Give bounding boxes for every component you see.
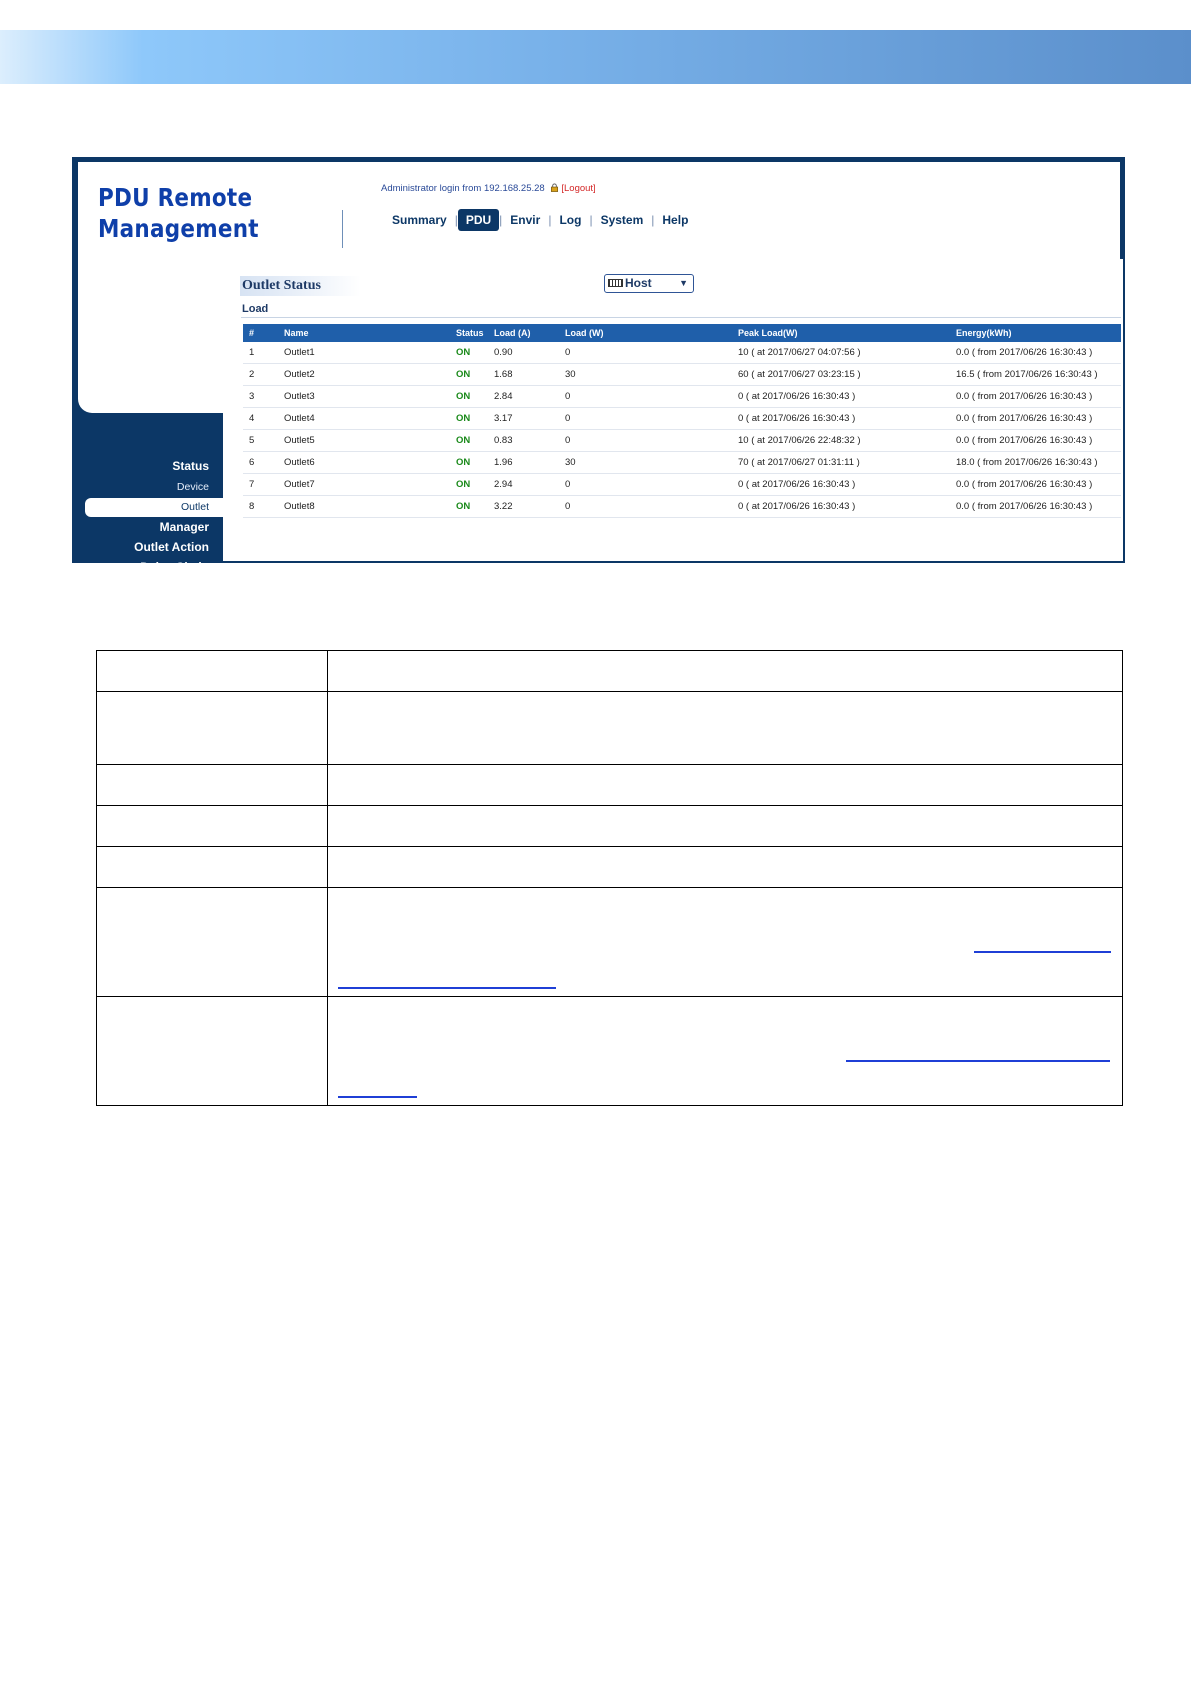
cell-index: 7 [243, 474, 278, 496]
cell-peak-load: 0 ( at 2017/06/26 16:30:43 ) [732, 408, 950, 430]
doc-cell [97, 692, 328, 765]
app-logo [98, 182, 259, 244]
cell-index: 8 [243, 496, 278, 518]
column-header: Load (A) [488, 324, 559, 342]
doc-cell [97, 997, 328, 1106]
cell-peak-load: 0 ( at 2017/06/26 16:30:43 ) [732, 496, 950, 518]
cell-name: Outlet5 [278, 430, 450, 452]
section-divider [241, 317, 1121, 318]
cell-load-a: 2.94 [488, 474, 559, 496]
link-underline[interactable] [846, 1060, 1110, 1062]
doc-cell [328, 806, 1123, 847]
sidebar-item-daisy-chain[interactable]: Daisy Chain [140, 560, 209, 574]
powerpanel-suffix: List [184, 622, 209, 636]
table-row [243, 474, 1121, 496]
column-header: Status [450, 324, 488, 342]
cell-load-w: 0 [559, 430, 732, 452]
main-content [223, 259, 1123, 561]
cell-name: Outlet2 [278, 364, 450, 386]
doc-table-row [97, 765, 1123, 806]
doc-cell [97, 651, 328, 692]
nav-separator: | [548, 213, 552, 227]
cell-status: ON [450, 430, 488, 452]
column-header: Peak Load(W) [732, 324, 950, 342]
sidebar-item-outlet[interactable] [85, 498, 223, 517]
doc-table-row [97, 888, 1123, 997]
link-underline[interactable] [338, 987, 556, 989]
table-row [243, 408, 1121, 430]
cell-status: ON [450, 342, 488, 364]
doc-cell [97, 847, 328, 888]
cell-energy: 0.0 ( from 2017/06/26 16:30:43 ) [950, 496, 1121, 518]
cell-status: ON [450, 474, 488, 496]
cell-load-w: 0 [559, 408, 732, 430]
nav-separator: | [499, 213, 503, 227]
keyboard-icon [608, 279, 623, 287]
main-nav [384, 209, 696, 231]
cell-energy: 16.5 ( from 2017/06/26 16:30:43 ) [950, 364, 1121, 386]
logout-link[interactable]: [Logout] [561, 183, 596, 194]
section-label: Load [242, 303, 269, 315]
description-table [96, 650, 1123, 1106]
cell-peak-load: 10 ( at 2017/06/26 22:48:32 ) [732, 430, 950, 452]
lock-icon [550, 183, 559, 192]
nav-separator: | [589, 213, 593, 227]
cell-index: 2 [243, 364, 278, 386]
cell-name: Outlet1 [278, 342, 450, 364]
cell-peak-load: 70 ( at 2017/06/27 01:31:11 ) [732, 452, 950, 474]
cell-name: Outlet4 [278, 408, 450, 430]
cell-peak-load: 60 ( at 2017/06/27 03:23:15 ) [732, 364, 950, 386]
cell-energy: 0.0 ( from 2017/06/26 16:30:43 ) [950, 430, 1121, 452]
page-title: Outlet Status [240, 276, 361, 296]
cell-name: Outlet6 [278, 452, 450, 474]
cell-index: 3 [243, 386, 278, 408]
login-info [381, 183, 596, 194]
doc-table-row [97, 847, 1123, 888]
table-row [243, 452, 1121, 474]
cell-load-w: 0 [559, 474, 732, 496]
cell-energy: 0.0 ( from 2017/06/26 16:30:43 ) [950, 474, 1121, 496]
table-row [243, 430, 1121, 452]
sidebar-item-powerpanel-list[interactable] [110, 621, 209, 636]
sidebar-item-wake-on-lan[interactable]: Wake on Lan [135, 580, 209, 594]
host-select[interactable] [604, 274, 694, 293]
registered-mark: ® [178, 621, 185, 630]
doc-table-row [97, 997, 1123, 1106]
cell-peak-load: 0 ( at 2017/06/26 16:30:43 ) [732, 386, 950, 408]
cell-load-w: 0 [559, 386, 732, 408]
cell-load-w: 0 [559, 342, 732, 364]
nav-envir[interactable]: Envir [510, 213, 541, 227]
doc-cell [328, 888, 1123, 997]
cell-index: 4 [243, 408, 278, 430]
header-divider [342, 210, 343, 248]
doc-table-row [97, 651, 1123, 692]
cell-load-a: 1.96 [488, 452, 559, 474]
cell-energy: 18.0 ( from 2017/06/26 16:30:43 ) [950, 452, 1121, 474]
nav-separator: | [651, 213, 655, 227]
table-row [243, 364, 1121, 386]
doc-table-row [97, 692, 1123, 765]
column-header: # [243, 324, 278, 342]
nav-system[interactable]: System [600, 213, 644, 227]
cell-load-a: 0.83 [488, 430, 559, 452]
column-header: Name [278, 324, 450, 342]
cell-index: 5 [243, 430, 278, 452]
nav-separator: | [454, 213, 458, 227]
page-banner [0, 30, 1191, 84]
doc-cell [328, 692, 1123, 765]
cell-index: 1 [243, 342, 278, 364]
logo-line-2: Management [98, 214, 259, 243]
cell-load-a: 0.90 [488, 342, 559, 364]
cell-peak-load: 10 ( at 2017/06/27 04:07:56 ) [732, 342, 950, 364]
cell-peak-load: 0 ( at 2017/06/26 16:30:43 ) [732, 474, 950, 496]
sidebar-item-status[interactable]: Status [172, 459, 209, 473]
login-text: Administrator login from 192.168.25.28 [381, 183, 545, 194]
cell-load-a: 3.22 [488, 496, 559, 518]
cell-load-a: 1.68 [488, 364, 559, 386]
cell-status: ON [450, 496, 488, 518]
doc-cell [328, 847, 1123, 888]
cell-load-a: 2.84 [488, 386, 559, 408]
cell-energy: 0.0 ( from 2017/06/26 16:30:43 ) [950, 386, 1121, 408]
cell-name: Outlet7 [278, 474, 450, 496]
cell-load-w: 30 [559, 452, 732, 474]
sidebar-item-manager[interactable]: Manager [159, 520, 209, 534]
column-header: Load (W) [559, 324, 732, 342]
column-header: Energy(kWh) [950, 324, 1121, 342]
table-row [243, 496, 1121, 518]
doc-cell [97, 806, 328, 847]
sidebar-item-outlet-label: Outlet [180, 501, 209, 513]
cell-energy: 0.0 ( from 2017/06/26 16:30:43 ) [950, 342, 1121, 364]
nav-help[interactable]: Help [662, 213, 689, 227]
table-header-row [243, 324, 1121, 342]
chevron-down-icon: ▼ [679, 278, 688, 288]
cell-name: Outlet8 [278, 496, 450, 518]
cell-status: ON [450, 364, 488, 386]
cell-energy: 0.0 ( from 2017/06/26 16:30:43 ) [950, 408, 1121, 430]
nav-log[interactable]: Log [559, 213, 582, 227]
cell-status: ON [450, 452, 488, 474]
table-row [243, 386, 1121, 408]
nav-summary[interactable]: Summary [392, 213, 447, 227]
cell-load-a: 3.17 [488, 408, 559, 430]
doc-table-row [97, 806, 1123, 847]
link-underline[interactable] [338, 1096, 417, 1098]
nav-pdu[interactable]: PDU [458, 209, 499, 231]
sidebar-item-outlet-action[interactable]: Outlet Action [134, 540, 209, 554]
doc-cell [97, 888, 328, 997]
table-row [243, 342, 1121, 364]
cell-index: 6 [243, 452, 278, 474]
doc-cell [328, 651, 1123, 692]
pdu-web-ui-screenshot [72, 157, 1125, 636]
cell-name: Outlet3 [278, 386, 450, 408]
cell-load-w: 30 [559, 364, 732, 386]
host-select-value: Host [625, 276, 652, 290]
logo-line-1: PDU Remote [98, 183, 253, 212]
outlet-table [243, 324, 1121, 518]
sidebar-item-energywise[interactable]: EnergyWise [140, 600, 209, 614]
powerpanel-label: PowerPanel [110, 622, 179, 636]
cell-status: ON [450, 408, 488, 430]
cell-load-w: 0 [559, 496, 732, 518]
cell-status: ON [450, 386, 488, 408]
doc-cell [97, 765, 328, 806]
link-underline[interactable] [974, 951, 1111, 953]
sidebar-item-device[interactable]: Device [176, 481, 209, 493]
doc-cell [328, 997, 1123, 1106]
doc-cell [328, 765, 1123, 806]
